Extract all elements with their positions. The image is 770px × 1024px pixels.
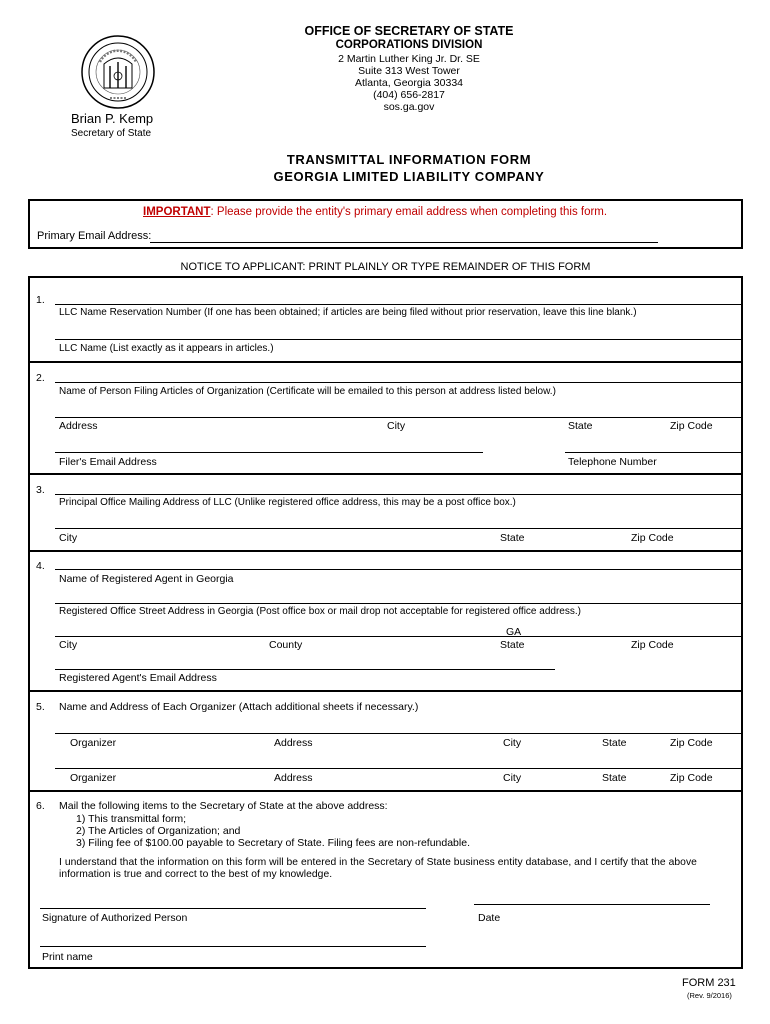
important-text: : Please provide the entity's primary email address when completing this form. bbox=[210, 206, 608, 218]
organizer-2-address-label: Address bbox=[274, 772, 313, 784]
filer-address-label: Address bbox=[59, 420, 98, 432]
date-label: Date bbox=[478, 912, 501, 924]
mail-items-intro: Mail the following items to the Secretary of State at the above address: bbox=[59, 800, 388, 812]
notice-text: NOTICE TO APPLICANT: PRINT PLAINLY OR TYPE REMAINDER OF THIS FORM bbox=[180, 261, 591, 273]
mailing-city-field[interactable] bbox=[55, 528, 741, 529]
official-name: Brian P. Kemp bbox=[71, 111, 154, 126]
mailing-state-label: State bbox=[500, 532, 525, 544]
office-county-label: County bbox=[269, 639, 303, 651]
address-line-2: Suite 313 West Tower bbox=[358, 65, 460, 77]
mail-item-2: 2) The Articles of Organization; and bbox=[76, 825, 241, 837]
important-label: IMPORTANT bbox=[143, 206, 211, 218]
section-2-number: 2. bbox=[36, 372, 45, 384]
office-state-label: State bbox=[500, 639, 525, 651]
filer-name-label: Name of Person Filing Articles of Organization (Certificate will be emailed to this person at address listed below.) bbox=[59, 386, 556, 397]
georgia-state-seal-icon bbox=[80, 34, 156, 110]
divider-5 bbox=[28, 790, 743, 792]
divider-1 bbox=[28, 361, 743, 363]
filer-name-field[interactable] bbox=[55, 382, 741, 383]
office-address-label: Registered Office Street Address in Georgia (Post office box or mail drop not acceptable for registered office address.) bbox=[59, 606, 581, 617]
section-4-number: 4. bbox=[36, 560, 45, 572]
mail-item-1: 1) This transmittal form; bbox=[76, 813, 187, 825]
organizer-2-name-label: Organizer bbox=[70, 772, 117, 784]
organizer-2-city-label: City bbox=[503, 772, 522, 784]
llc-name-label: LLC Name (List exactly as it appears in articles.) bbox=[59, 343, 274, 354]
division-title: CORPORATIONS DIVISION bbox=[335, 39, 483, 51]
filer-address-field[interactable] bbox=[55, 417, 741, 418]
print-name-label: Print name bbox=[42, 951, 93, 963]
llc-name-field[interactable] bbox=[55, 339, 741, 340]
organizer-1-name-label: Organizer bbox=[70, 737, 117, 749]
mailing-address-label: Principal Office Mailing Address of LLC (Unlike registered office address, this may be a post office box.) bbox=[59, 497, 516, 508]
filer-phone-field[interactable] bbox=[565, 452, 741, 453]
address-line-1: 2 Martin Luther King Jr. Dr. SE bbox=[338, 53, 480, 65]
reservation-number-field[interactable] bbox=[55, 304, 741, 305]
divider-4 bbox=[28, 690, 743, 692]
phone-line: (404) 656-2817 bbox=[373, 89, 445, 101]
mailing-zip-label: Zip Code bbox=[631, 532, 674, 544]
primary-email-field[interactable] bbox=[150, 242, 658, 243]
primary-email-label: Primary Email Address: bbox=[37, 230, 152, 242]
mail-item-3: 3) Filing fee of $100.00 payable to Secretary of State. Filing fees are non-refundable. bbox=[76, 837, 470, 849]
agent-email-label: Registered Agent's Email Address bbox=[59, 672, 217, 684]
date-field[interactable] bbox=[474, 904, 710, 905]
filer-phone-label: Telephone Number bbox=[568, 456, 657, 468]
organizer-1-field[interactable] bbox=[55, 733, 741, 734]
form-title-line-1: TRANSMITTAL INFORMATION FORM bbox=[286, 152, 532, 167]
office-city-label: City bbox=[59, 639, 78, 651]
agent-name-field[interactable] bbox=[55, 569, 741, 570]
official-title: Secretary of State bbox=[71, 128, 152, 139]
filer-city-label: City bbox=[387, 420, 406, 432]
filer-email-field[interactable] bbox=[55, 452, 483, 453]
form-number: FORM 231 bbox=[682, 977, 736, 989]
office-zip-label: Zip Code bbox=[631, 639, 674, 651]
form-revision: (Rev. 9/2016) bbox=[687, 991, 732, 1000]
filer-state-label: State bbox=[568, 420, 593, 432]
organizer-2-zip-label: Zip Code bbox=[670, 772, 713, 784]
form-title-line-2: GEORGIA LIMITED LIABILITY COMPANY bbox=[273, 169, 545, 184]
organizers-label: Name and Address of Each Organizer (Attach additional sheets if necessary.) bbox=[59, 701, 419, 713]
organizer-1-city-label: City bbox=[503, 737, 522, 749]
section-1-number: 1. bbox=[36, 294, 45, 306]
agent-name-label: Name of Registered Agent in Georgia bbox=[59, 573, 234, 585]
section-6-number: 6. bbox=[36, 800, 45, 812]
organizer-2-field[interactable] bbox=[55, 768, 741, 769]
section-5-number: 5. bbox=[36, 701, 45, 713]
signature-label: Signature of Authorized Person bbox=[42, 912, 188, 924]
address-line-3: Atlanta, Georgia 30334 bbox=[355, 77, 463, 89]
print-name-field[interactable] bbox=[40, 946, 426, 947]
agent-email-field[interactable] bbox=[55, 669, 555, 670]
office-city-field[interactable] bbox=[55, 636, 741, 637]
office-title: OFFICE OF SECRETARY OF STATE bbox=[304, 24, 514, 38]
certification-text-line-1: I understand that the information on this form will be entered in the Secretary of State business entity database, and I certify that the above bbox=[59, 857, 697, 868]
certification-text-line-2: information is true and correct to the best of my knowledge. bbox=[59, 869, 333, 880]
organizer-1-zip-label: Zip Code bbox=[670, 737, 713, 749]
divider-3 bbox=[28, 550, 743, 552]
office-address-field[interactable] bbox=[55, 603, 741, 604]
organizer-1-address-label: Address bbox=[274, 737, 313, 749]
filer-zip-label: Zip Code bbox=[670, 420, 713, 432]
organizer-2-state-label: State bbox=[602, 772, 627, 784]
section-3-number: 3. bbox=[36, 484, 45, 496]
agent-state-value: GA bbox=[506, 626, 522, 638]
organizer-1-state-label: State bbox=[602, 737, 627, 749]
mailing-city-label: City bbox=[59, 532, 78, 544]
reservation-number-label: LLC Name Reservation Number (If one has been obtained; if articles are being filed without prior reservation, leave this line blank.) bbox=[59, 307, 637, 318]
signature-field[interactable] bbox=[40, 908, 426, 909]
important-notice bbox=[143, 206, 607, 218]
divider-2 bbox=[28, 473, 743, 475]
filer-email-label: Filer's Email Address bbox=[59, 456, 157, 468]
website-line: sos.ga.gov bbox=[383, 101, 435, 113]
mailing-address-field[interactable] bbox=[55, 494, 741, 495]
